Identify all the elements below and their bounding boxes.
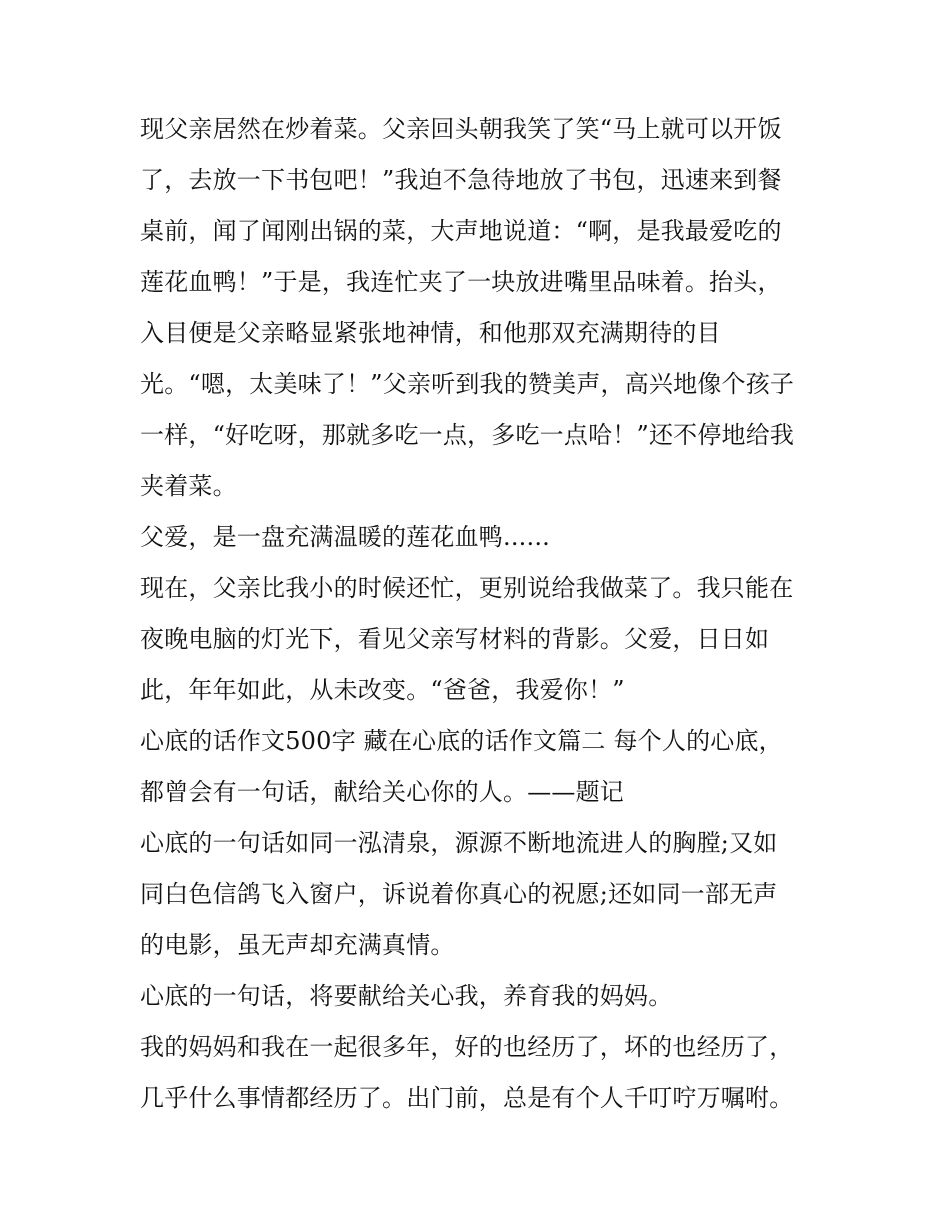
text-line: 现在，父亲比我小的时候还忙，更别说给我做菜了。我只能在 (140, 574, 794, 602)
text-line: 现父亲居然在炒着菜。父亲回头朝我笑了笑“马上就可以开饭 (140, 115, 782, 143)
text-line: 了，去放一下书包吧！”我迫不急待地放了书包，迅速来到餐 (140, 166, 782, 194)
text-line: 几乎什么事情都经历了。出门前，总是有个人千叮咛万嘱咐。 (140, 1084, 794, 1112)
text-line: 此，年年如此，从未改变。“爸爸，我爱你！” (140, 676, 625, 704)
text-line: 都曾会有一句话，献给关心你的人。——题记 (140, 778, 624, 806)
text-line: 父爱，是一盘充满温暖的莲花血鸭...... (140, 523, 550, 551)
text-line: 的电影，虽无声却充满真情。 (140, 931, 455, 959)
text-line: 我的妈妈和我在一起很多年，好的也经历了，坏的也经历了， (140, 1033, 794, 1061)
text-line: 夜晚电脑的灯光下，看见父亲写材料的背影。父爱，日日如 (140, 625, 770, 653)
text-line: 心底的一句话，将要献给关心我，养育我的妈妈。 (140, 982, 673, 1010)
text-line: 心底的话作文500字 藏在心底的话作文篇二 每个人的心底， (140, 727, 783, 755)
text-line: 入目便是父亲略显紧张地神情，和他那双充满期待的目 (140, 319, 721, 347)
body-text (140, 104, 820, 1124)
text-line: 桌前，闻了闻刚出锅的菜，大声地说道：“啊，是我最爱吃的 (140, 217, 782, 245)
text-line: 莲花血鸭！”于是，我连忙夹了一块放进嘴里品味着。抬头， (140, 268, 782, 296)
text-line: 心底的一句话如同一泓清泉，源源不断地流进人的胸膛;又如 (140, 829, 778, 857)
text-line: 一样，“好吃呀，那就多吃一点，多吃一点哈！”还不停地给我 (140, 421, 795, 449)
text-line: 夹着菜。 (140, 472, 237, 500)
text-line: 光。“嗯，太美味了！”父亲听到我的赞美声，高兴地像个孩子 (140, 370, 795, 398)
text-line: 同白色信鸽飞入窗户，诉说着你真心的祝愿;还如同一部无声 (140, 880, 778, 908)
